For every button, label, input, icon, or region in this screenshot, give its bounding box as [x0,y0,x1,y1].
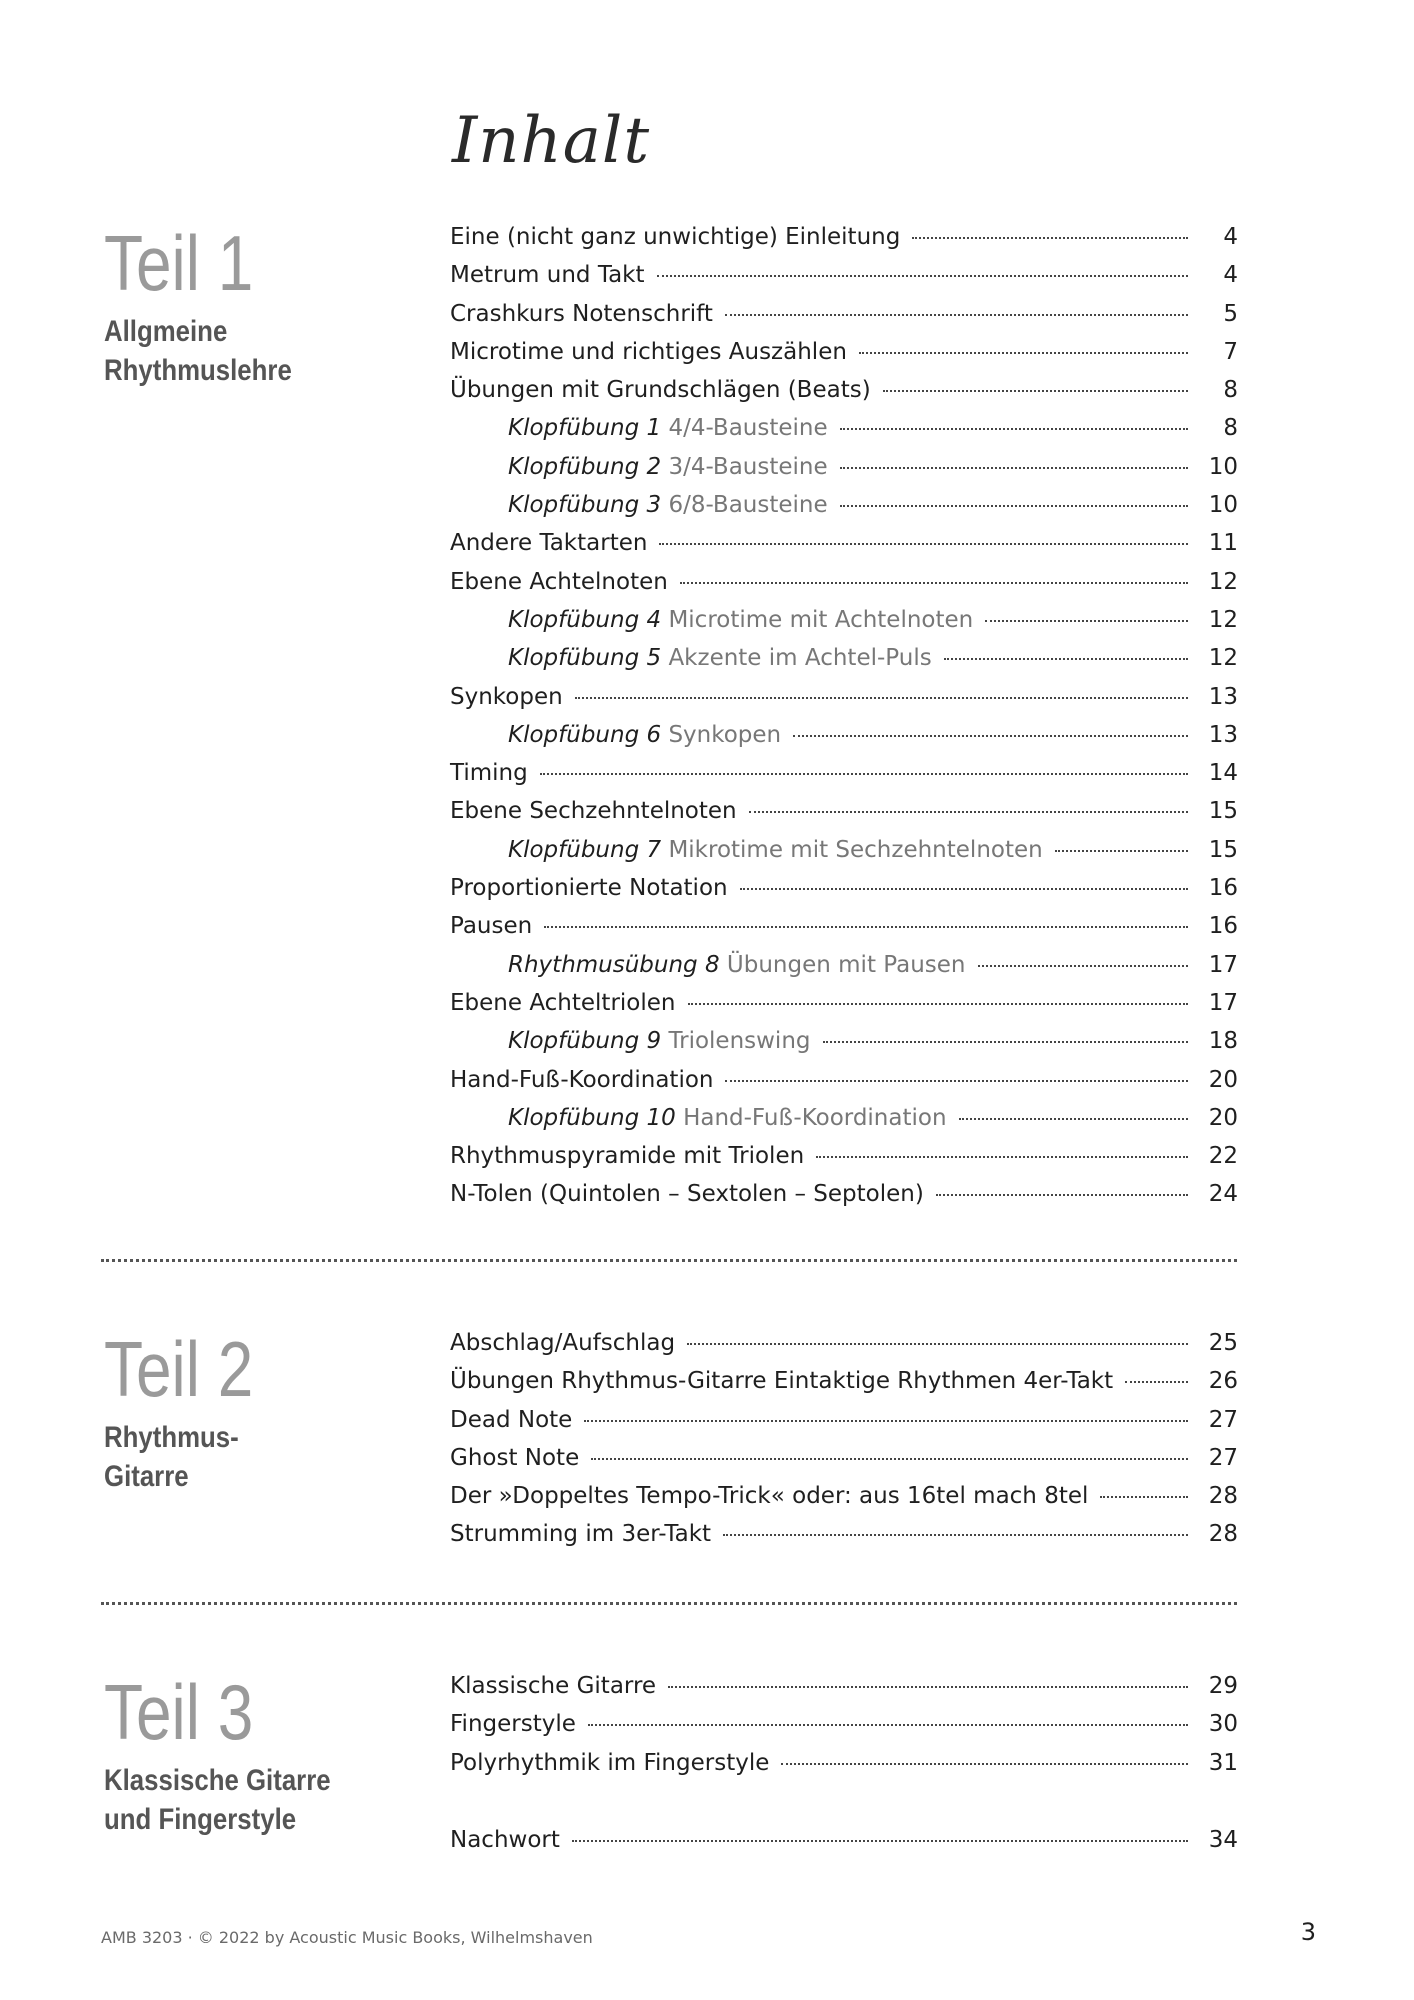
toc-entry-label: Dead Note [450,1406,573,1433]
toc-entry-page: 16 [1208,913,1238,940]
toc-entry-label: Polyrhythmik im Fingerstyle [450,1749,770,1776]
toc-entry-page: 24 [1208,1181,1238,1208]
toc-entry[interactable] [450,684,1238,722]
toc-entry[interactable] [450,301,1238,339]
toc-entry-label: Synkopen [450,683,563,710]
epilogue-list [450,1827,1238,1865]
toc-list [450,1673,1238,1788]
dot-leader [936,1194,1188,1196]
toc-subentry[interactable] [450,607,1238,645]
section-divider [101,1259,1237,1262]
toc-entry-page: 27 [1208,1444,1238,1471]
dot-leader [823,1041,1188,1043]
dot-leader [912,237,1188,239]
dot-leader [723,1534,1188,1536]
toc-entry-label: Ghost Note [450,1444,580,1471]
toc-entry-subtitle: Hand-Fuß-Koordination [683,1104,947,1131]
part-label [104,219,322,390]
dot-leader [793,735,1188,737]
toc-entry[interactable] [450,262,1238,300]
dot-leader [859,352,1188,354]
toc-entry-label: Übungen Rhythmus-Gitarre Eintaktige Rhythmen 4er-Takt [450,1368,1114,1395]
toc-entry-label: Abschlag/Aufschlag [450,1330,676,1356]
part-title [104,1418,261,1496]
toc-entry-label: Ebene Achtelnoten [450,568,668,595]
dot-leader [840,467,1188,469]
toc-entry-page: 34 [1208,1827,1238,1853]
toc-entry-label: N-Tolen (Quintolen – Sextolen – Septolen) [450,1181,924,1208]
toc-entry[interactable] [450,569,1238,607]
toc-subentry[interactable] [450,492,1238,530]
toc-entry[interactable] [450,760,1238,798]
dot-leader [659,543,1188,545]
toc-entry-page: 12 [1208,606,1238,633]
toc-entry-page: 16 [1208,875,1238,902]
toc-entry-page: 20 [1208,1066,1238,1093]
dot-leader [978,965,1189,967]
toc-entry-page: 15 [1208,836,1238,863]
toc-entry[interactable] [450,1483,1238,1521]
toc-entry[interactable] [450,875,1238,913]
section-divider [101,1602,1237,1605]
toc-entry-page: 13 [1208,683,1238,710]
toc-entry[interactable] [450,1673,1238,1711]
toc-entry-page: 11 [1208,530,1238,557]
toc-entry-label: Andere Taktarten [450,530,648,557]
dot-leader [840,505,1188,507]
dot-leader [1055,850,1188,852]
toc-entry-subtitle: 6/8-Bausteine [668,492,828,519]
toc-subentry[interactable] [450,1028,1238,1066]
toc-entry-label: Der »Doppeltes Tempo-Trick« oder: aus 16tel mach 8tel [450,1483,1089,1510]
toc-entry-page: 28 [1208,1521,1238,1548]
toc-list [450,1330,1238,1560]
dot-leader [840,428,1188,430]
toc-entry-exercise: Klopfübung 2 [508,453,662,480]
toc-entry-page: 29 [1208,1673,1238,1699]
part-number: Teil 3 [104,1668,254,1756]
dot-leader [816,1156,1188,1158]
toc-entry-label: Rhythmuspyramide mit Triolen [450,1143,805,1170]
part-title-line: und Fingerstyle [104,1803,297,1836]
part-title [104,312,292,390]
toc-entry-exercise: Klopfübung 9 [508,1028,662,1055]
toc-entry-exercise: Klopfübung 6 [508,721,662,748]
toc-entry-page: 5 [1223,300,1238,327]
toc-entry-label: Klassische Gitarre [450,1673,657,1699]
dot-leader [575,697,1188,699]
part-number: Teil 1 [104,219,254,307]
toc-entry-page: 8 [1223,377,1238,404]
toc-entry-label: Timing [450,760,528,787]
toc-entry-page: 20 [1208,1104,1238,1131]
dot-leader [944,658,1188,660]
toc-entry[interactable] [450,1521,1238,1559]
toc-subentry[interactable] [450,722,1238,760]
toc-entry-subtitle: Triolenswing [668,1028,811,1055]
toc-entry[interactable] [450,1711,1238,1749]
dot-leader [781,1763,1188,1765]
toc-entry-page: 12 [1208,645,1238,672]
dot-leader [584,1420,1188,1422]
toc-entry-subtitle: Akzente im Achtel-Puls [668,645,932,672]
part-title-line: Allgmeine [104,315,228,348]
toc-entry-page: 8 [1223,415,1238,442]
toc-entry[interactable] [450,990,1238,1028]
toc-entry-label: Ebene Achteltriolen [450,989,676,1016]
toc-entry-page: 13 [1208,721,1238,748]
toc-entry-exercise: Klopfübung 1 [508,415,662,442]
toc-entry-label: Übungen mit Grundschlägen (Beats) [450,377,871,404]
toc-entry[interactable] [450,1750,1238,1788]
toc-entry-page: 4 [1223,262,1238,289]
toc-entry-exercise: Klopfübung 4 [508,606,662,633]
toc-entry-subtitle: 3/4-Bausteine [668,453,828,480]
page-title: Inhalt [452,104,651,178]
toc-entry-page: 10 [1208,492,1238,519]
toc-entry-subtitle: Mikrotime mit Sechzehntelnoten [668,836,1043,863]
toc-entry-page: 4 [1223,224,1238,250]
toc-entry-subtitle: Synkopen [668,721,782,748]
dot-leader [657,275,1188,277]
toc-subentry[interactable] [450,952,1238,990]
toc-entry-exercise: Klopfübung 10 [508,1104,676,1131]
toc-entry-label: Metrum und Takt [450,262,645,289]
toc-entry[interactable] [450,1067,1238,1105]
toc-entry-page: 27 [1208,1406,1238,1433]
toc-entry-exercise: Klopfübung 5 [508,645,662,672]
toc-entry-label: Pausen [450,913,533,940]
toc-subentry[interactable] [450,837,1238,875]
toc-entry-page: 10 [1208,453,1238,480]
toc-entry[interactable] [450,1330,1238,1368]
toc-entry-label: Fingerstyle [450,1711,576,1738]
toc-entry-epilogue[interactable] [450,1827,1238,1865]
toc-entry[interactable] [450,1407,1238,1445]
dot-leader [883,390,1188,392]
toc-entry-page: 28 [1208,1483,1238,1510]
part-label [104,1668,367,1839]
toc-entry-label: Microtime und richtiges Auszählen [450,338,847,365]
toc-entry-page: 22 [1208,1143,1238,1170]
toc-entry-subtitle: Microtime mit Achtelnoten [668,606,974,633]
toc-entry[interactable] [450,530,1238,568]
footer-copyright: AMB 3203 · © 2022 by Acoustic Music Books, Wilhelmshaven [101,1928,593,1947]
toc-entry[interactable] [450,798,1238,836]
dot-leader [668,1686,1188,1688]
part-title-line: Rhythmus- [104,1421,239,1454]
toc-entry[interactable] [450,224,1238,262]
toc-entry-label: Proportionierte Notation [450,875,728,902]
dot-leader [544,926,1188,928]
toc-entry[interactable] [450,913,1238,951]
dot-leader [959,1118,1188,1120]
toc-subentry[interactable] [450,645,1238,683]
toc-entry-subtitle: Übungen mit Pausen [726,951,966,978]
toc-entry-page: 17 [1208,951,1238,978]
dot-leader [725,314,1188,316]
toc-entry-label: Nachwort [450,1827,560,1853]
toc-entry-page: 7 [1223,338,1238,365]
dot-leader [588,1724,1188,1726]
dot-leader [540,773,1188,775]
dot-leader [1100,1496,1188,1498]
dot-leader [688,1003,1189,1005]
toc-entry-label: Crashkurs Notenschrift [450,300,713,327]
toc-entry-exercise: Klopfübung 3 [508,492,662,519]
toc-entry-page: 30 [1208,1711,1238,1738]
part-number: Teil 2 [104,1325,254,1413]
toc-entry-page: 14 [1208,760,1238,787]
toc-entry-subtitle: 4/4-Bausteine [668,415,828,442]
toc-subentry[interactable] [450,1105,1238,1143]
page-number: 3 [1300,1918,1316,1946]
dot-leader [680,582,1188,584]
toc-entry-label: Strumming im 3er-Takt [450,1521,712,1548]
dot-leader [725,1080,1188,1082]
toc-entry-page: 15 [1208,798,1238,825]
dot-leader [1125,1381,1188,1383]
part-title-line: Rhythmuslehre [104,354,292,387]
toc-subentry[interactable] [450,415,1238,453]
toc-entry[interactable] [450,1143,1238,1181]
dot-leader [591,1458,1188,1460]
part-title-line: Gitarre [104,1460,189,1493]
dot-leader [740,888,1188,890]
toc-entry-label: Eine (nicht ganz unwichtige) Einleitung [450,224,901,250]
toc-entry-label: Hand-Fuß-Koordination [450,1066,714,1093]
toc-entry[interactable] [450,339,1238,377]
dot-leader [749,811,1188,813]
toc-entry-page: 26 [1208,1368,1238,1395]
dot-leader [985,620,1188,622]
toc-entry[interactable] [450,377,1238,415]
part-label [104,1325,286,1496]
toc-entry[interactable] [450,1368,1238,1406]
toc-entry-page: 12 [1208,568,1238,595]
dot-leader [687,1343,1188,1345]
part-title [104,1761,331,1839]
part-title-line: Klassische Gitarre [104,1764,331,1797]
dot-leader [572,1840,1188,1842]
toc-entry-label: Ebene Sechzehntelnoten [450,798,737,825]
toc-subentry[interactable] [450,454,1238,492]
toc-entry-page: 17 [1208,989,1238,1016]
toc-entry-exercise: Rhythmusübung 8 [508,951,720,978]
toc-entry[interactable] [450,1445,1238,1483]
toc-list [450,224,1238,1220]
toc-entry-page: 18 [1208,1028,1238,1055]
toc-entry-exercise: Klopfübung 7 [508,836,662,863]
toc-entry-page: 31 [1208,1749,1238,1776]
toc-entry-page: 25 [1208,1330,1238,1356]
toc-entry[interactable] [450,1181,1238,1219]
